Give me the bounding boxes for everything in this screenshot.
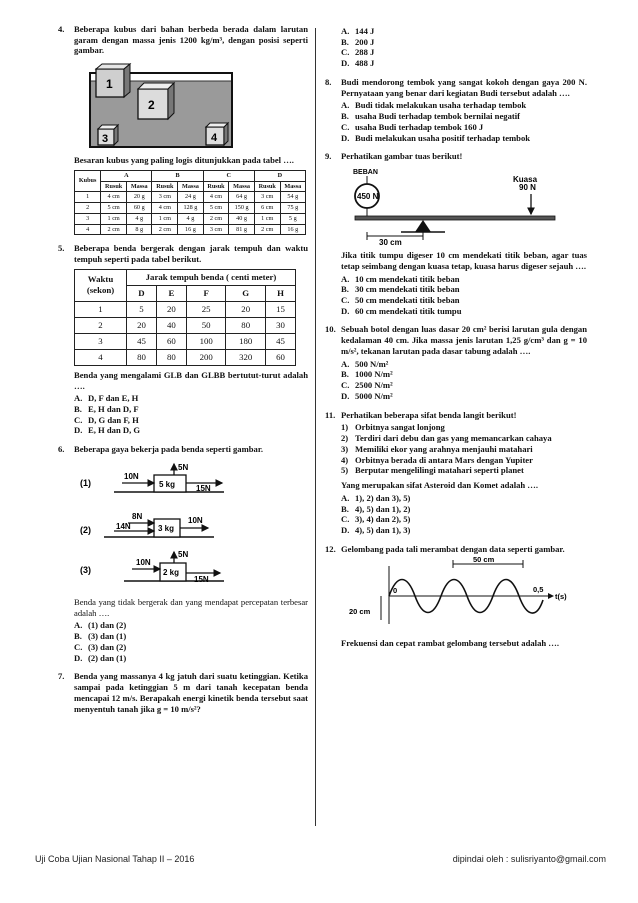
svg-text:50 cm: 50 cm (473, 555, 495, 565)
list-item: 1) Orbitnya sangat lonjong (341, 422, 445, 433)
question-stem: Budi mendorong tembok yang sangat kokoh dengan gaya 200 N. Pernyataan yang benar dari kegiatan Budi tersebut adalah …. (341, 76, 587, 98)
option-d[interactable]: D. 488 J (341, 58, 375, 69)
question-10 (325, 324, 587, 401)
option-c[interactable]: C. usaha Budi terhadap tembok 160 J (341, 121, 484, 132)
option-d[interactable]: D. 60 cm mendekati titik tumpu (341, 305, 462, 316)
question-9 (325, 151, 587, 316)
svg-text:1: 1 (106, 77, 113, 92)
question-number: 10. (325, 324, 336, 335)
options (341, 100, 587, 143)
svg-text:2: 2 (148, 98, 155, 113)
table-subheader: Massa (127, 181, 152, 192)
options (74, 393, 308, 436)
svg-text:(3): (3) (80, 564, 91, 575)
question-number: 8. (325, 76, 332, 87)
table-row: 4 2 cm 8 g 2 cm 16 g 3 cm 81 g 2 cm 16 g (75, 224, 306, 235)
question-stem: Gelombang pada tali merambat dengan data seperti gambar. (341, 543, 565, 554)
option-d[interactable]: D. E, H dan D, G (74, 425, 141, 436)
question-number: 9. (325, 151, 332, 162)
question-stem: Benda yang massanya 4 kg jatuh dari suatu ketinggian. Ketika sampai pada ketinggian 5 m dari tanah kecepatan benda mencapai 12 m/s. Berapakah energi kinetik benda tersebut saat menyentuh tanah jika g = 10 m/s²? (74, 671, 308, 714)
svg-text:450 N: 450 N (357, 192, 379, 202)
cubes-figure (80, 61, 310, 151)
question-number: 11. (325, 409, 336, 420)
option-a[interactable]: A. 1), 2) dan 3), 5) (341, 492, 411, 503)
property-list (341, 422, 587, 476)
question-8 (325, 77, 587, 143)
svg-text:BEBAN: BEBAN (353, 169, 378, 177)
lever-bar (355, 216, 555, 220)
svg-text:8N: 8N (132, 511, 143, 521)
table-header: Waktu (sekon) (75, 269, 127, 301)
svg-text:t(s): t(s) (555, 592, 567, 602)
table-header: Kubus (75, 170, 101, 192)
distance-table (74, 269, 296, 366)
option-d[interactable]: D. 5000 N/m² (341, 390, 393, 401)
list-item: 4) Orbitnya berada di antara Mars dengan Yupiter (341, 454, 533, 465)
option-a[interactable]: A. D, F dan E, H (74, 393, 139, 404)
table-row: 4 80 80 200 320 60 (75, 349, 296, 365)
option-c[interactable]: C. 2500 N/m² (341, 380, 393, 391)
question-number: 5. (58, 243, 65, 254)
question-number: 7. (58, 671, 65, 682)
table-subheader: E (156, 285, 186, 301)
question-prompt: Frekuensi dan cepat rambat gelombang tersebut adalah …. (341, 638, 560, 649)
option-c[interactable]: C. 50 cm mendekati titik beban (341, 295, 460, 306)
option-a[interactable]: A. Budi tidak melakukan usaha terhadap tembok (341, 100, 527, 111)
table-subheader: Massa (229, 181, 254, 192)
options (341, 359, 587, 402)
question-12 (325, 544, 587, 649)
svg-text:(2): (2) (80, 524, 91, 535)
question-number: 6. (58, 444, 65, 455)
option-d[interactable]: D. (2) dan (1) (74, 652, 127, 663)
option-b[interactable]: B. 1000 N/m² (341, 369, 393, 380)
table-subheader: Rusuk (254, 181, 280, 192)
lever-figure (341, 166, 581, 246)
svg-text:10N: 10N (124, 471, 139, 481)
list-item: 3) Memiliki ekor yang arahnya menjauhi matahari (341, 443, 533, 454)
svg-text:90 N: 90 N (519, 183, 536, 193)
svg-text:10N: 10N (188, 515, 203, 525)
option-a[interactable]: A. 144 J (341, 26, 375, 36)
question-number: 12. (325, 543, 336, 554)
question-stem: Sebuah botol dengan luas dasar 20 cm² berisi larutan gula dengan kedalaman 40 cm. Jika massa jenis larutan 1,25 g/cm³ dan g = 10 m/s², tekanan larutan pada dasar tabung adalah …. (341, 324, 587, 356)
wave-figure (341, 555, 581, 632)
svg-text:14N: 14N (116, 521, 131, 531)
fulcrum (415, 220, 431, 232)
table-row: 2 5 cm 60 g 4 cm 128 g 5 cm 150 g 6 cm 75 g (75, 203, 306, 214)
question-number: 4. (58, 24, 65, 34)
question-4 (58, 24, 308, 235)
option-b[interactable]: B. 4), 5) dan 1), 2) (341, 503, 411, 514)
svg-text:15N: 15N (196, 483, 211, 493)
option-d[interactable]: D. Budi melakukan usaha positif terhadap tembok (341, 132, 531, 143)
question-prompt: Besaran kubus yang paling logis ditunjukkan pada tabel …. (74, 155, 294, 166)
svg-text:15N: 15N (194, 574, 209, 584)
table-subheader: F (186, 285, 226, 301)
question-prompt: Yang merupakan sifat Asteroid dan Komet adalah …. (341, 480, 539, 491)
option-a[interactable]: A. 10 cm mendekati titik beban (341, 273, 460, 284)
question-7 (58, 671, 308, 714)
options (74, 620, 308, 663)
table-header: B (152, 170, 203, 181)
svg-text:10N: 10N (136, 557, 151, 567)
table-header: A (101, 170, 152, 181)
svg-text:3: 3 (102, 133, 109, 146)
table-header: Jarak tempuh benda ( centi meter) (127, 269, 296, 285)
cube-table (74, 170, 306, 236)
question-5 (58, 243, 308, 436)
table-subheader: Rusuk (203, 181, 229, 192)
option-d[interactable]: D. 4), 5) dan 1), 3) (341, 524, 411, 535)
svg-text:30 cm: 30 cm (379, 238, 402, 248)
option-b[interactable]: B. 200 J (341, 36, 375, 47)
svg-text:5N: 5N (178, 549, 189, 559)
right-column (325, 24, 587, 655)
svg-text:5N: 5N (178, 462, 189, 472)
svg-text:3 kg: 3 kg (158, 523, 175, 533)
question-stem: Beberapa kubus dari bahan berbeda berada dalam larutan garam dengan massa jenis 1200 kg/m³, dengan posisi seperti gambar. (74, 24, 308, 56)
table-header: C (203, 170, 254, 181)
table-subheader: Massa (280, 181, 305, 192)
svg-text:(1): (1) (80, 477, 91, 488)
options (341, 493, 587, 536)
option-a[interactable]: A. (1) dan (2) (74, 620, 127, 631)
table-row: 2 20 40 50 80 30 (75, 317, 296, 333)
options (341, 26, 587, 69)
option-c[interactable]: C. D, G dan F, H (74, 414, 139, 425)
table-row: 3 1 cm 4 g 1 cm 4 g 2 cm 40 g 1 cm 5 g (75, 213, 306, 224)
svg-text:5 kg: 5 kg (159, 479, 176, 489)
question-stem: Beberapa gaya bekerja pada benda seperti gambar. (74, 444, 263, 455)
question-prompt: Jika titik tumpu digeser 10 cm mendekati titik beban, agar tuas tetap seimbang dengan kuasa tetap, kuasa harus digeser sejauh …. (341, 250, 587, 271)
table-row: 1 4 cm 20 g 3 cm 24 g 4 cm 64 g 3 cm 54 g (75, 192, 306, 203)
question-stem: Beberapa benda bergerak dengan jarak tempuh dan waktu tempuh seperti pada tabel berikut. (74, 243, 308, 265)
question-prompt: Benda yang tidak bergerak dan yang mendapat percepatan terbesar adalah …. (74, 596, 308, 618)
option-b[interactable]: B. (3) dan (1) (74, 631, 127, 642)
forces-figure (74, 461, 294, 593)
option-b[interactable]: B. E, H dan D, F (74, 404, 139, 415)
option-c[interactable]: C. 288 J (341, 47, 375, 58)
svg-text:Kuasa: Kuasa (513, 175, 538, 185)
list-item: 5) Berputar mengelilingi matahari seperti planet (341, 465, 524, 476)
svg-text:2 kg: 2 kg (163, 567, 180, 577)
column-divider (315, 28, 316, 826)
footer-left: Uji Coba Ujian Nasional Tahap II – 2016 (35, 854, 195, 864)
svg-text:4: 4 (211, 132, 218, 145)
option-b[interactable]: B. 30 cm mendekati titik beban (341, 284, 460, 295)
options (341, 274, 587, 317)
question-prompt: Benda yang mengalami GLB dan GLBB bertutut-turut adalah …. (74, 369, 308, 391)
table-subheader: Rusuk (101, 181, 127, 192)
table-row: 3 45 60 100 180 45 (75, 333, 296, 349)
footer-right: dipindai oleh : sulisriyanto@gmail.com (452, 854, 606, 864)
table-subheader: Rusuk (152, 181, 178, 192)
table-header: D (254, 170, 305, 181)
option-a[interactable]: A. 500 N/m² (341, 358, 389, 369)
option-b[interactable]: B. usaha Budi terhadap tembok bernilai negatif (341, 111, 520, 122)
question-stem: Perhatikan gambar tuas berikut! (341, 151, 463, 162)
table-subheader: G (226, 285, 266, 301)
question-6 (58, 444, 308, 663)
svg-text:20 cm: 20 cm (349, 607, 371, 617)
svg-text:0: 0 (393, 586, 398, 596)
table-subheader: Massa (178, 181, 203, 192)
question-11 (325, 410, 587, 536)
list-item: 2) Terdiri dari debu dan gas yang memancarkan cahaya (341, 433, 552, 444)
table-row: 1 5 20 25 20 15 (75, 301, 296, 317)
option-c[interactable]: C. (3) dan (2) (74, 641, 127, 652)
option-c[interactable]: C. 3), 4) dan 2), 5) (341, 514, 411, 525)
left-column (58, 24, 308, 720)
svg-text:0,5: 0,5 (533, 585, 544, 595)
question-7-options (325, 26, 587, 69)
table-subheader: D (127, 285, 157, 301)
table-subheader: H (265, 285, 295, 301)
question-stem: Perhatikan beberapa sifat benda langit berikut! (341, 409, 517, 420)
